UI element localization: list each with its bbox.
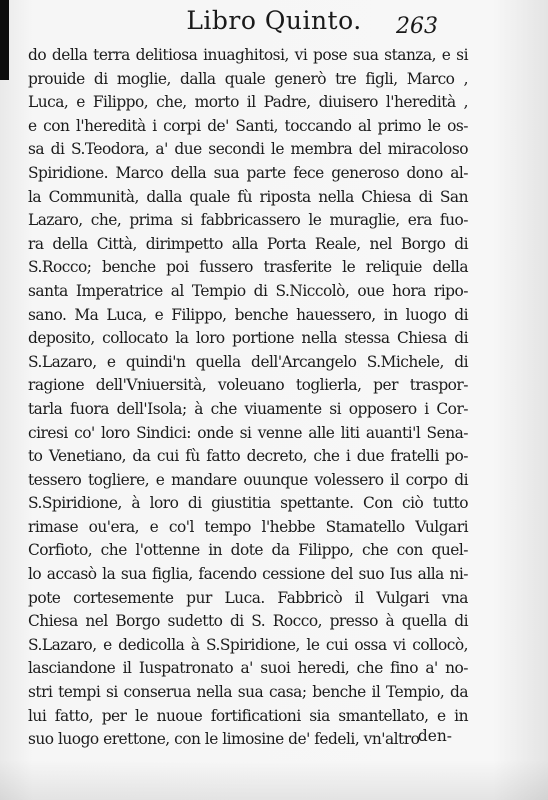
text-line: Spiridione. Marco della sua parte fece generoso dono al- [28, 163, 468, 182]
text-line: Luca, e Filippo, che, morto il Padre, diuisero l'heredità , [28, 93, 468, 112]
text-line: to Venetiano, da cui fù fatto decreto, che i due fratelli po- [28, 447, 468, 466]
text-line: S.Spiridione, à loro di giustitia spettante. Con ciò tutto [28, 494, 468, 513]
text-line: lo accasò la sua figlia, facendo cessione del suo Ius alla ni- [28, 565, 468, 584]
text-line: ragione dell'Vniuersità, voleuano toglierla, per traspor- [28, 376, 468, 395]
text-line: Chiesa nel Borgo sudetto di S. Rocco, presso à quella di [28, 612, 468, 631]
text-line: sano. Ma Luca, e Filippo, benche hauessero, in luogo di [28, 305, 468, 324]
text-line: pote cortesemente pur Luca. Fabbricò il Vulgari vna [28, 588, 468, 607]
text-line: deposito, collocato la loro portione nella stessa Chiesa di [28, 329, 468, 348]
text-line: sa di S.Teodora, a' due secondi le membra del miracoloso [28, 140, 468, 159]
page-shadow [0, 760, 548, 800]
text-line: do della terra delitiosa inuaghitosi, vi pose sua stanza, e si [28, 46, 468, 64]
running-head: Libro Quinto. [186, 6, 362, 35]
text-line: S.Lazaro, e dedicolla à S.Spiridione, le cui ossa vi collocò, [28, 635, 468, 654]
text-line: rimase ou'era, e co'l tempo l'hebbe Stamatello Vulgari [28, 517, 468, 536]
text-line: Lazaro, che, prima si fabbricassero le muraglie, era fuo- [28, 211, 468, 230]
text-line: santa Imperatrice al Tempio di S.Niccolò, oue hora ripo- [28, 281, 468, 300]
text-line: suo luogo erettone, con le limosine de' fedeli, vn'altro [28, 730, 420, 749]
text-line: tessero togliere, e mandare ouunque volessero il corpo di [28, 470, 468, 489]
body-text [28, 44, 468, 752]
text-line: la Communità, dalla quale fù riposta nella Chiesa di San [28, 187, 468, 206]
text-line: S.Lazaro, e quindi'n quella dell'Arcangelo S.Michele, di [28, 352, 468, 371]
text-line: tarla fuora dell'Isola; à che viuamente si opposero i Cor- [28, 399, 468, 418]
text-line: lui fatto, per le nuoue fortificationi sia smantellato, e in [28, 706, 468, 725]
text-line: ciresi co' loro Sindici: onde si venne alle liti auanti'l Sena- [28, 423, 468, 442]
text-line: lasciandone il Iuspatronato a' suoi heredi, che fino a' no- [28, 659, 468, 678]
text-line: ra della Città, dirimpetto alla Porta Reale, nel Borgo di [28, 234, 468, 253]
page-number: 263 [396, 14, 438, 39]
text-line: prouide di moglie, dalla quale generò tre figli, Marco , [28, 69, 468, 88]
text-line: e con l'heredità i corpi de' Santi, toccando al primo le os- [28, 116, 468, 135]
text-line: stri tempi si conserua nella sua casa; benche il Tempio, da [28, 683, 468, 702]
catchword: den- [417, 727, 452, 745]
text-line: Corfioto, che l'ottenne in dote da Filippo, che con quel- [28, 541, 468, 560]
text-line: S.Rocco; benche poi fussero trasferite le reliquie della [28, 258, 468, 277]
